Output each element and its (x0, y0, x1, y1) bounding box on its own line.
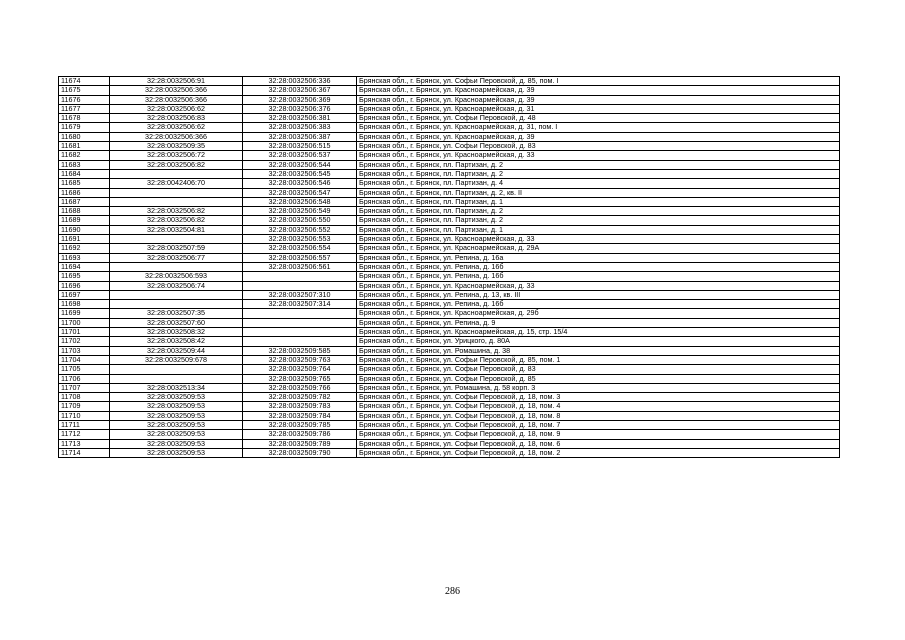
row-number-cell: 11708 (59, 393, 110, 402)
address-cell: Брянская обл., г. Брянск, ул. Репина, д. 16а (357, 253, 840, 262)
row-number-cell: 11689 (59, 216, 110, 225)
table-row (59, 151, 840, 160)
row-number-cell: 11706 (59, 374, 110, 383)
object-cadastral-number-cell: 32:28:0032506:336 (243, 77, 357, 86)
row-number-cell: 11678 (59, 114, 110, 123)
object-cadastral-number-cell: 32:28:0032506:544 (243, 160, 357, 169)
address-cell: Брянская обл., г. Брянск, ул. Софьи Перовской, д. 83 (357, 365, 840, 374)
row-number-cell: 11691 (59, 235, 110, 244)
object-cadastral-number-cell: 32:28:0032509:786 (243, 430, 357, 439)
table-row (59, 244, 840, 253)
table-row (59, 160, 840, 169)
parcel-cadastral-number-cell: 32:28:0032506:82 (110, 216, 243, 225)
parcel-cadastral-number-cell: 32:28:0032506:83 (110, 114, 243, 123)
row-number-cell: 11674 (59, 77, 110, 86)
address-cell: Брянская обл., г. Брянск, ул. Красноармейская, д. 33 (357, 235, 840, 244)
table-row (59, 402, 840, 411)
table-row (59, 290, 840, 299)
parcel-cadastral-number-cell: 32:28:0032509:53 (110, 411, 243, 420)
table-row (59, 328, 840, 337)
address-cell: Брянская обл., г. Брянск, ул. Софьи Перовской, д. 48 (357, 114, 840, 123)
row-number-cell: 11711 (59, 420, 110, 429)
address-cell: Брянская обл., г. Брянск, ул. Репина, д. 16б (357, 262, 840, 271)
table-row (59, 300, 840, 309)
object-cadastral-number-cell: 32:28:0032506:383 (243, 123, 357, 132)
table-row (59, 123, 840, 132)
row-number-cell: 11697 (59, 290, 110, 299)
address-cell: Брянская обл., г. Брянск, ул. Красноармейская, д. 29б (357, 309, 840, 318)
parcel-cadastral-number-cell: 32:28:0032509:53 (110, 448, 243, 457)
table-row (59, 253, 840, 262)
table-row (59, 411, 840, 420)
address-cell: Брянская обл., г. Брянск, пл. Партизан, д. 2 (357, 207, 840, 216)
table-row (59, 318, 840, 327)
object-cadastral-number-cell (243, 281, 357, 290)
table-row (59, 225, 840, 234)
object-cadastral-number-cell: 32:28:0032509:764 (243, 365, 357, 374)
object-cadastral-number-cell: 32:28:0032509:763 (243, 355, 357, 364)
table-body (59, 77, 840, 458)
table-row (59, 281, 840, 290)
row-number-cell: 11709 (59, 402, 110, 411)
table-row (59, 420, 840, 429)
address-cell: Брянская обл., г. Брянск, ул. Красноармейская, д. 15, стр. 15/4 (357, 328, 840, 337)
parcel-cadastral-number-cell: 32:28:0032506:82 (110, 160, 243, 169)
table-row (59, 346, 840, 355)
object-cadastral-number-cell: 32:28:0032506:552 (243, 225, 357, 234)
object-cadastral-number-cell: 32:28:0032506:545 (243, 169, 357, 178)
address-cell: Брянская обл., г. Брянск, ул. Ромашина, д. 58 корп. 3 (357, 383, 840, 392)
address-cell: Брянская обл., г. Брянск, ул. Софьи Перовской, д. 85 (357, 374, 840, 383)
row-number-cell: 11690 (59, 225, 110, 234)
parcel-cadastral-number-cell: 32:28:0032506:91 (110, 77, 243, 86)
row-number-cell: 11703 (59, 346, 110, 355)
object-cadastral-number-cell: 32:28:0032509:765 (243, 374, 357, 383)
row-number-cell: 11687 (59, 197, 110, 206)
address-cell: Брянская обл., г. Брянск, ул. Красноармейская, д. 31 (357, 104, 840, 113)
object-cadastral-number-cell: 32:28:0032509:785 (243, 420, 357, 429)
table-row (59, 142, 840, 151)
address-cell: Брянская обл., г. Брянск, ул. Софьи Перовской, д. 18, пом. 8 (357, 411, 840, 420)
object-cadastral-number-cell: 32:28:0032509:783 (243, 402, 357, 411)
object-cadastral-number-cell: 32:28:0032506:561 (243, 262, 357, 271)
table-row (59, 132, 840, 141)
address-cell: Брянская обл., г. Брянск, ул. Красноармейская, д. 33 (357, 281, 840, 290)
row-number-cell: 11693 (59, 253, 110, 262)
row-number-cell: 11680 (59, 132, 110, 141)
object-cadastral-number-cell: 32:28:0032506:554 (243, 244, 357, 253)
table-row (59, 169, 840, 178)
object-cadastral-number-cell: 32:28:0032506:369 (243, 95, 357, 104)
object-cadastral-number-cell: 32:28:0032506:550 (243, 216, 357, 225)
row-number-cell: 11704 (59, 355, 110, 364)
table-row (59, 337, 840, 346)
parcel-cadastral-number-cell: 32:28:0032509:53 (110, 402, 243, 411)
row-number-cell: 11676 (59, 95, 110, 104)
row-number-cell: 11688 (59, 207, 110, 216)
parcel-cadastral-number-cell: 32:28:0032506:62 (110, 104, 243, 113)
row-number-cell: 11700 (59, 318, 110, 327)
row-number-cell: 11705 (59, 365, 110, 374)
table-row (59, 235, 840, 244)
address-cell: Брянская обл., г. Брянск, пл. Партизан, д. 1 (357, 225, 840, 234)
row-number-cell: 11707 (59, 383, 110, 392)
parcel-cadastral-number-cell (110, 262, 243, 271)
address-cell: Брянская обл., г. Брянск, ул. Красноармейская, д. 39 (357, 132, 840, 141)
object-cadastral-number-cell: 32:28:0032506:381 (243, 114, 357, 123)
object-cadastral-number-cell: 32:28:0032506:376 (243, 104, 357, 113)
row-number-cell: 11702 (59, 337, 110, 346)
parcel-cadastral-number-cell: 32:28:0032507:59 (110, 244, 243, 253)
table-row (59, 86, 840, 95)
table-row (59, 448, 840, 457)
parcel-cadastral-number-cell: 32:28:0032509:53 (110, 439, 243, 448)
parcel-cadastral-number-cell: 32:28:0032509:53 (110, 393, 243, 402)
address-cell: Брянская обл., г. Брянск, ул. Красноармейская, д. 33 (357, 151, 840, 160)
table-row (59, 262, 840, 271)
row-number-cell: 11675 (59, 86, 110, 95)
table-row (59, 355, 840, 364)
table-row (59, 365, 840, 374)
address-cell: Брянская обл., г. Брянск, ул. Софьи Перовской, д. 85, пом. 1 (357, 355, 840, 364)
object-cadastral-number-cell: 32:28:0032509:789 (243, 439, 357, 448)
address-cell: Брянская обл., г. Брянск, ул. Репина, д. 13, кв. III (357, 290, 840, 299)
parcel-cadastral-number-cell: 32:28:0032507:60 (110, 318, 243, 327)
parcel-cadastral-number-cell: 32:28:0032506:82 (110, 207, 243, 216)
parcel-cadastral-number-cell (110, 365, 243, 374)
object-cadastral-number-cell (243, 272, 357, 281)
parcel-cadastral-number-cell: 32:28:0032509:53 (110, 430, 243, 439)
row-number-cell: 11701 (59, 328, 110, 337)
address-cell: Брянская обл., г. Брянск, ул. Красноармейская, д. 39 (357, 86, 840, 95)
row-number-cell: 11685 (59, 179, 110, 188)
table-row (59, 216, 840, 225)
address-cell: Брянская обл., г. Брянск, ул. Софьи Перовской, д. 18, пом. 2 (357, 448, 840, 457)
row-number-cell: 11692 (59, 244, 110, 253)
object-cadastral-number-cell: 32:28:0032506:553 (243, 235, 357, 244)
row-number-cell: 11677 (59, 104, 110, 113)
parcel-cadastral-number-cell (110, 290, 243, 299)
parcel-cadastral-number-cell: 32:28:0032507:35 (110, 309, 243, 318)
table-row (59, 188, 840, 197)
address-cell: Брянская обл., г. Брянск, пл. Партизан, д. 4 (357, 179, 840, 188)
row-number-cell: 11699 (59, 309, 110, 318)
address-cell: Брянская обл., г. Брянск, ул. Репина, д. 16б (357, 300, 840, 309)
parcel-cadastral-number-cell: 32:28:0032506:366 (110, 95, 243, 104)
object-cadastral-number-cell: 32:28:0032506:557 (243, 253, 357, 262)
table-row (59, 383, 840, 392)
row-number-cell: 11710 (59, 411, 110, 420)
row-number-cell: 11684 (59, 169, 110, 178)
address-cell: Брянская обл., г. Брянск, ул. Репина, д. 16б (357, 272, 840, 281)
parcel-cadastral-number-cell: 32:28:0032509:35 (110, 142, 243, 151)
row-number-cell: 11679 (59, 123, 110, 132)
row-number-cell: 11696 (59, 281, 110, 290)
row-number-cell: 11698 (59, 300, 110, 309)
object-cadastral-number-cell (243, 309, 357, 318)
row-number-cell: 11681 (59, 142, 110, 151)
parcel-cadastral-number-cell (110, 374, 243, 383)
object-cadastral-number-cell: 32:28:0032506:548 (243, 197, 357, 206)
address-cell: Брянская обл., г. Брянск, ул. Софьи Перовской, д. 18, пом. 6 (357, 439, 840, 448)
table-row (59, 207, 840, 216)
parcel-cadastral-number-cell: 32:28:0032509:44 (110, 346, 243, 355)
address-cell: Брянская обл., г. Брянск, ул. Ромашина, д. 38 (357, 346, 840, 355)
table-row (59, 179, 840, 188)
row-number-cell: 11683 (59, 160, 110, 169)
object-cadastral-number-cell (243, 328, 357, 337)
parcel-cadastral-number-cell: 32:28:0032508:42 (110, 337, 243, 346)
parcel-cadastral-number-cell: 32:28:0032506:366 (110, 86, 243, 95)
address-cell: Брянская обл., г. Брянск, пл. Партизан, д. 2 (357, 160, 840, 169)
table-row (59, 114, 840, 123)
object-cadastral-number-cell: 32:28:0032506:549 (243, 207, 357, 216)
table-row (59, 393, 840, 402)
object-cadastral-number-cell: 32:28:0032506:547 (243, 188, 357, 197)
parcel-cadastral-number-cell: 32:28:0032509:678 (110, 355, 243, 364)
address-cell: Брянская обл., г. Брянск, ул. Красноармейская, д. 31, пом. I (357, 123, 840, 132)
object-cadastral-number-cell: 32:28:0032506:367 (243, 86, 357, 95)
row-number-cell: 11686 (59, 188, 110, 197)
address-cell: Брянская обл., г. Брянск, ул. Репина, д. 9 (357, 318, 840, 327)
object-cadastral-number-cell: 32:28:0032509:790 (243, 448, 357, 457)
object-cadastral-number-cell: 32:28:0032509:766 (243, 383, 357, 392)
parcel-cadastral-number-cell: 32:28:0032506:62 (110, 123, 243, 132)
parcel-cadastral-number-cell (110, 188, 243, 197)
address-cell: Брянская обл., г. Брянск, ул. Софьи Перовской, д. 18, пом. 7 (357, 420, 840, 429)
table-row (59, 197, 840, 206)
address-cell: Брянская обл., г. Брянск, ул. Софьи Перовской, д. 85, пом. I (357, 77, 840, 86)
parcel-cadastral-number-cell: 32:28:0032506:72 (110, 151, 243, 160)
table-row (59, 272, 840, 281)
parcel-cadastral-number-cell: 32:28:0032513:34 (110, 383, 243, 392)
row-number-cell: 11714 (59, 448, 110, 457)
address-cell: Брянская обл., г. Брянск, пл. Партизан, д. 1 (357, 197, 840, 206)
address-cell: Брянская обл., г. Брянск, ул. Софьи Перовской, д. 83 (357, 142, 840, 151)
parcel-cadastral-number-cell: 32:28:0032506:366 (110, 132, 243, 141)
parcel-cadastral-number-cell: 32:28:0032506:593 (110, 272, 243, 281)
object-cadastral-number-cell: 32:28:0032506:537 (243, 151, 357, 160)
parcel-cadastral-number-cell: 32:28:0042406:70 (110, 179, 243, 188)
address-cell: Брянская обл., г. Брянск, ул. Софьи Перовской, д. 18, пом. 4 (357, 402, 840, 411)
parcel-cadastral-number-cell (110, 235, 243, 244)
address-cell: Брянская обл., г. Брянск, ул. Красноармейская, д. 29А (357, 244, 840, 253)
parcel-cadastral-number-cell (110, 300, 243, 309)
address-cell: Брянская обл., г. Брянск, ул. Софьи Перовской, д. 18, пом. 3 (357, 393, 840, 402)
address-cell: Брянская обл., г. Брянск, ул. Красноармейская, д. 39 (357, 95, 840, 104)
object-cadastral-number-cell: 32:28:0032509:784 (243, 411, 357, 420)
object-cadastral-number-cell: 32:28:0032509:782 (243, 393, 357, 402)
row-number-cell: 11694 (59, 262, 110, 271)
cadastral-table (58, 76, 840, 458)
address-cell: Брянская обл., г. Брянск, пл. Партизан, д. 2 (357, 216, 840, 225)
address-cell: Брянская обл., г. Брянск, ул. Софьи Перовской, д. 18, пом. 9 (357, 430, 840, 439)
object-cadastral-number-cell: 32:28:0032507:310 (243, 290, 357, 299)
parcel-cadastral-number-cell (110, 169, 243, 178)
row-number-cell: 11712 (59, 430, 110, 439)
address-cell: Брянская обл., г. Брянск, ул. Урицкого, д. 80А (357, 337, 840, 346)
row-number-cell: 11682 (59, 151, 110, 160)
address-cell: Брянская обл., г. Брянск, пл. Партизан, д. 2 (357, 169, 840, 178)
object-cadastral-number-cell: 32:28:0032506:387 (243, 132, 357, 141)
table-row (59, 309, 840, 318)
parcel-cadastral-number-cell (110, 197, 243, 206)
address-cell: Брянская обл., г. Брянск, пл. Партизан, д. 2, кв. II (357, 188, 840, 197)
table-row (59, 439, 840, 448)
object-cadastral-number-cell: 32:28:0032506:515 (243, 142, 357, 151)
row-number-cell: 11695 (59, 272, 110, 281)
parcel-cadastral-number-cell: 32:28:0032509:53 (110, 420, 243, 429)
parcel-cadastral-number-cell: 32:28:0032504:81 (110, 225, 243, 234)
table-row (59, 430, 840, 439)
table-row (59, 374, 840, 383)
object-cadastral-number-cell: 32:28:0032506:546 (243, 179, 357, 188)
object-cadastral-number-cell: 32:28:0032509:585 (243, 346, 357, 355)
parcel-cadastral-number-cell: 32:28:0032506:77 (110, 253, 243, 262)
table-row (59, 77, 840, 86)
object-cadastral-number-cell: 32:28:0032507:314 (243, 300, 357, 309)
object-cadastral-number-cell (243, 318, 357, 327)
row-number-cell: 11713 (59, 439, 110, 448)
page-number: 286 (445, 586, 460, 597)
table-row (59, 104, 840, 113)
parcel-cadastral-number-cell: 32:28:0032506:74 (110, 281, 243, 290)
object-cadastral-number-cell (243, 337, 357, 346)
table-row (59, 95, 840, 104)
parcel-cadastral-number-cell: 32:28:0032508:32 (110, 328, 243, 337)
